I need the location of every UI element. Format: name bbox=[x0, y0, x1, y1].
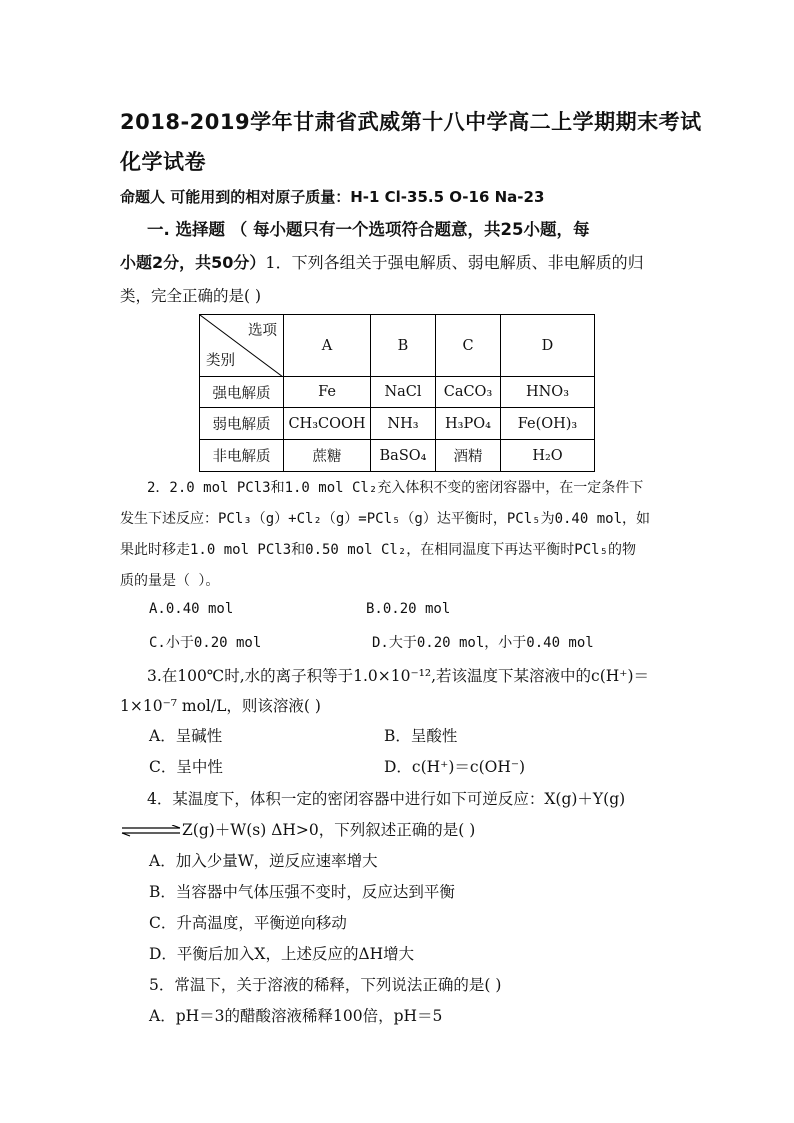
q1-stem: 1．下列各组关于强电解质、弱电解质、非电解质的归 bbox=[265, 253, 644, 272]
page-subtitle: 化学试卷 bbox=[120, 150, 206, 174]
q4-line1: 4．某温度下，体积一定的密闭容器中进行如下可逆反应：X(g)＋Y(g) bbox=[147, 790, 626, 808]
page-title: 2018-2019学年甘肃省武威第十八中学高二上学期期末考试 bbox=[120, 110, 702, 134]
corner-top-label: 选项 bbox=[248, 323, 277, 339]
corner-bottom-label: 类别 bbox=[206, 353, 235, 369]
q1-table bbox=[199, 314, 595, 472]
section-heading-bold: 小题2分，共50分） bbox=[120, 253, 266, 272]
table-cell: CH₃COOH bbox=[284, 408, 371, 440]
meta-line: 命题人 可能用到的相对原子质量：H-1 Cl-35.5 O-16 Na-23 bbox=[120, 188, 545, 206]
table-cell: 酒精 bbox=[436, 440, 501, 472]
q2-option-c: C.小于0.20 mol bbox=[149, 635, 262, 651]
q2-line1: 2．2.0 mol PCl3和1.0 mol Cl₂充入体积不变的密闭容器中，在一定条件下 bbox=[147, 480, 644, 496]
table-row bbox=[200, 408, 595, 440]
q4-line2 bbox=[120, 818, 475, 840]
q4-option-c: C．升高温度，平衡逆向移动 bbox=[149, 914, 347, 932]
row-label: 弱电解质 bbox=[200, 408, 284, 440]
q2-option-d: D.大于0.20 mol，小于0.40 mol bbox=[372, 635, 594, 651]
table-corner-cell bbox=[200, 315, 284, 377]
q3-option-a: A．呈碱性 bbox=[149, 727, 223, 745]
q5-option-a: A．pH＝3的醋酸溶液稀释100倍，pH＝5 bbox=[149, 1007, 443, 1025]
table-cell: H₂O bbox=[501, 440, 595, 472]
table-cell: H₃PO₄ bbox=[436, 408, 501, 440]
q1-stem-cont: 类，完全正确的是( ) bbox=[120, 287, 262, 305]
table-row bbox=[200, 377, 595, 408]
q4-line2-text: Z(g)＋W(s) ΔH>0，下列叙述正确的是( ) bbox=[182, 821, 476, 839]
section-heading-line2 bbox=[120, 250, 644, 273]
table-cell: Fe(OH)₃ bbox=[501, 408, 595, 440]
q3-option-d: D．c(H⁺)＝c(OH⁻) bbox=[384, 758, 526, 776]
column-header: D bbox=[501, 315, 595, 377]
q2-line4: 质的量是（ ）。 bbox=[120, 573, 220, 589]
q4-option-b: B．当容器中气体压强不变时，反应达到平衡 bbox=[149, 883, 455, 901]
table-cell: BaSO₄ bbox=[371, 440, 436, 472]
q3-line1: 3.在100℃时,水的离子积等于1.0×10⁻¹²,若该温度下某溶液中的c(H⁺)＝ bbox=[147, 667, 650, 685]
table-row bbox=[200, 440, 595, 472]
column-header: A bbox=[284, 315, 371, 377]
table-cell: CaCO₃ bbox=[436, 377, 501, 408]
q4-option-d: D．平衡后加入X，上述反应的ΔH增大 bbox=[149, 945, 415, 963]
q5-line1: 5．常温下，关于溶液的稀释，下列说法正确的是( ) bbox=[149, 976, 502, 994]
equilibrium-arrow-icon bbox=[120, 825, 182, 837]
q2-line3: 果此时移走1.0 mol PCl3和0.50 mol Cl₂，在相同温度下再达平衡时PCl₅的物 bbox=[120, 542, 637, 558]
table-cell: NH₃ bbox=[371, 408, 436, 440]
q2-option-b: B.0.20 mol bbox=[366, 601, 451, 617]
table-cell: HNO₃ bbox=[501, 377, 595, 408]
table-cell: Fe bbox=[284, 377, 371, 408]
row-label: 强电解质 bbox=[200, 377, 284, 408]
q3-line2: 1×10⁻⁷ mol/L，则该溶液( ) bbox=[120, 697, 321, 715]
q2-option-a: A.0.40 mol bbox=[149, 601, 234, 617]
column-header: B bbox=[371, 315, 436, 377]
row-label: 非电解质 bbox=[200, 440, 284, 472]
q4-option-a: A．加入少量W，逆反应速率增大 bbox=[149, 852, 378, 870]
q2-line2: 发生下述反应：PCl₃（g）+Cl₂（g）=PCl₅（g）达平衡时，PCl₅为0.40 mol，如 bbox=[120, 511, 651, 527]
table-cell: 蔗糖 bbox=[284, 440, 371, 472]
section-heading: 一. 选择题 （ 每小题只有一个选项符合题意，共25小题，每 bbox=[147, 220, 590, 239]
column-header: C bbox=[436, 315, 501, 377]
q3-option-c: C．呈中性 bbox=[149, 758, 223, 776]
table-cell: NaCl bbox=[371, 377, 436, 408]
q3-option-b: B．呈酸性 bbox=[384, 727, 458, 745]
